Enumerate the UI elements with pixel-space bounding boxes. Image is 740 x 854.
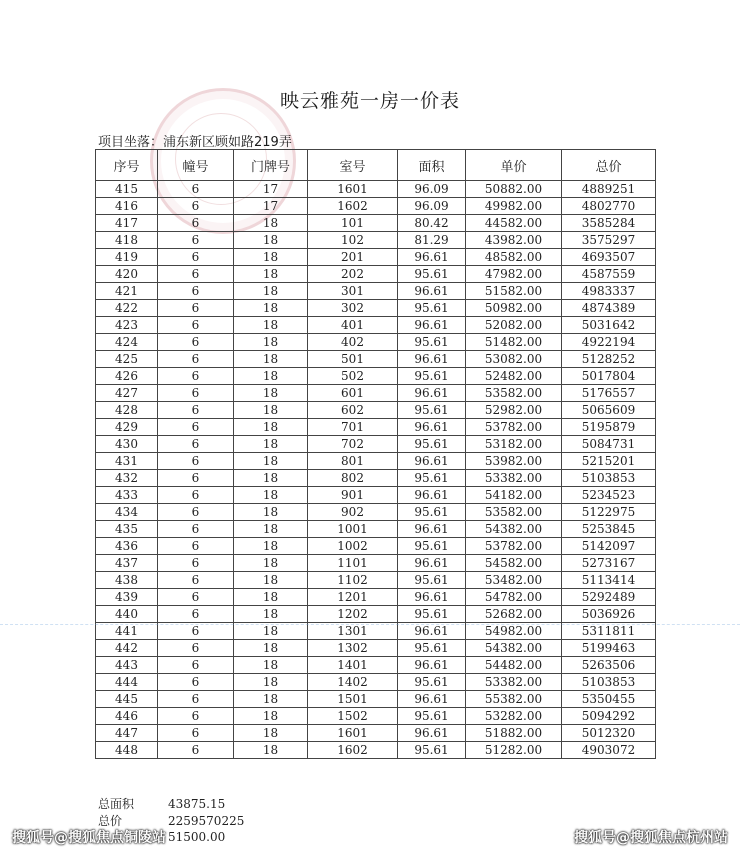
cell-total-price: 4922194 (562, 334, 656, 351)
cell-total-price: 5311811 (562, 623, 656, 640)
cell-unit-price: 53282.00 (466, 708, 562, 725)
cell-total-price: 5017804 (562, 368, 656, 385)
cell-room: 1401 (308, 657, 398, 674)
cell-door-number: 18 (234, 538, 308, 555)
cell-building: 6 (158, 453, 234, 470)
cell-building: 6 (158, 181, 234, 198)
table-row (96, 623, 656, 640)
cell-door-number: 18 (234, 283, 308, 300)
cell-door-number: 18 (234, 385, 308, 402)
cell-serial: 419 (96, 249, 158, 266)
cell-area: 95.61 (398, 606, 466, 623)
cell-unit-price: 53482.00 (466, 572, 562, 589)
cell-building: 6 (158, 674, 234, 691)
cell-room: 1301 (308, 623, 398, 640)
table-row (96, 334, 656, 351)
table-row (96, 317, 656, 334)
cell-unit-price: 54382.00 (466, 521, 562, 538)
cell-door-number: 18 (234, 640, 308, 657)
table-row (96, 453, 656, 470)
page-title: 映云雅苑一房一价表 (279, 90, 460, 112)
cell-serial: 423 (96, 317, 158, 334)
cell-unit-price: 55382.00 (466, 691, 562, 708)
cell-serial: 448 (96, 742, 158, 759)
cell-area: 95.61 (398, 674, 466, 691)
cell-building: 6 (158, 215, 234, 232)
cell-unit-price: 53782.00 (466, 419, 562, 436)
cell-area: 96.09 (398, 181, 466, 198)
cell-serial: 439 (96, 589, 158, 606)
cell-room: 202 (308, 266, 398, 283)
table-row (96, 368, 656, 385)
cell-room: 601 (308, 385, 398, 402)
cell-serial: 424 (96, 334, 158, 351)
cell-door-number: 18 (234, 266, 308, 283)
cell-total-price: 3575297 (562, 232, 656, 249)
cell-room: 502 (308, 368, 398, 385)
cell-unit-price: 53582.00 (466, 504, 562, 521)
cell-area: 95.61 (398, 334, 466, 351)
cell-building: 6 (158, 623, 234, 640)
cell-door-number: 18 (234, 657, 308, 674)
cell-room: 1502 (308, 708, 398, 725)
cell-door-number: 18 (234, 742, 308, 759)
cell-room: 302 (308, 300, 398, 317)
header-area: 面积 (398, 150, 466, 181)
cell-serial: 435 (96, 521, 158, 538)
cell-area: 95.61 (398, 300, 466, 317)
cell-area: 96.61 (398, 385, 466, 402)
cell-room: 1102 (308, 572, 398, 589)
summary-total-label: 总价 (98, 813, 123, 828)
table-header-row (96, 150, 656, 181)
cell-door-number: 18 (234, 504, 308, 521)
cell-room: 1602 (308, 198, 398, 215)
cell-unit-price: 53382.00 (466, 674, 562, 691)
cell-room: 802 (308, 470, 398, 487)
cell-unit-price: 43982.00 (466, 232, 562, 249)
cell-door-number: 18 (234, 419, 308, 436)
cell-building: 6 (158, 385, 234, 402)
table-row (96, 232, 656, 249)
cell-area: 96.61 (398, 487, 466, 504)
table-row (96, 674, 656, 691)
header-serial: 序号 (96, 150, 158, 181)
header-building: 幢号 (158, 150, 234, 181)
cell-total-price: 5031642 (562, 317, 656, 334)
cell-total-price: 4693507 (562, 249, 656, 266)
cell-room: 301 (308, 283, 398, 300)
cell-area: 96.61 (398, 317, 466, 334)
cell-unit-price: 53082.00 (466, 351, 562, 368)
cell-unit-price: 49982.00 (466, 198, 562, 215)
cell-total-price: 5084731 (562, 436, 656, 453)
header-unit-price: 单价 (466, 150, 562, 181)
table-row (96, 266, 656, 283)
cell-total-price: 5234523 (562, 487, 656, 504)
watermark-left: 搜狐号@搜狐焦点铜陵站 (12, 830, 166, 846)
cell-building: 6 (158, 368, 234, 385)
cell-serial: 426 (96, 368, 158, 385)
cell-area: 96.61 (398, 589, 466, 606)
scan-artifact-line (0, 624, 740, 625)
cell-building: 6 (158, 742, 234, 759)
cell-room: 1601 (308, 181, 398, 198)
cell-unit-price: 51582.00 (466, 283, 562, 300)
summary-area-label: 总面积 (98, 797, 135, 811)
table-row (96, 555, 656, 572)
cell-serial: 415 (96, 181, 158, 198)
cell-room: 702 (308, 436, 398, 453)
cell-door-number: 17 (234, 181, 308, 198)
cell-room: 1601 (308, 725, 398, 742)
cell-total-price: 5122975 (562, 504, 656, 521)
table-row (96, 606, 656, 623)
cell-unit-price: 47982.00 (466, 266, 562, 283)
cell-room: 102 (308, 232, 398, 249)
cell-unit-price: 53782.00 (466, 538, 562, 555)
cell-building: 6 (158, 283, 234, 300)
cell-door-number: 18 (234, 487, 308, 504)
cell-unit-price: 51482.00 (466, 334, 562, 351)
cell-unit-price: 53982.00 (466, 453, 562, 470)
cell-total-price: 4903072 (562, 742, 656, 759)
cell-area: 95.61 (398, 742, 466, 759)
header-door-number: 门牌号 (234, 150, 308, 181)
summary-row-area (98, 796, 244, 813)
cell-door-number: 18 (234, 691, 308, 708)
cell-area: 96.61 (398, 283, 466, 300)
cell-building: 6 (158, 198, 234, 215)
cell-area: 95.61 (398, 572, 466, 589)
cell-total-price: 5350455 (562, 691, 656, 708)
cell-building: 6 (158, 555, 234, 572)
table-row (96, 589, 656, 606)
cell-building: 6 (158, 521, 234, 538)
cell-serial: 427 (96, 385, 158, 402)
cell-room: 701 (308, 419, 398, 436)
cell-serial: 420 (96, 266, 158, 283)
cell-area: 96.61 (398, 249, 466, 266)
table-row (96, 691, 656, 708)
cell-building: 6 (158, 487, 234, 504)
cell-area: 95.61 (398, 708, 466, 725)
cell-total-price: 5263506 (562, 657, 656, 674)
cell-room: 1001 (308, 521, 398, 538)
cell-serial: 442 (96, 640, 158, 657)
cell-total-price: 5273167 (562, 555, 656, 572)
table-row (96, 419, 656, 436)
cell-total-price: 5195879 (562, 419, 656, 436)
cell-area: 95.61 (398, 368, 466, 385)
cell-area: 96.61 (398, 623, 466, 640)
cell-door-number: 18 (234, 708, 308, 725)
cell-door-number: 18 (234, 521, 308, 538)
cell-total-price: 5113414 (562, 572, 656, 589)
cell-unit-price: 52082.00 (466, 317, 562, 334)
cell-total-price: 5103853 (562, 674, 656, 691)
cell-serial: 447 (96, 725, 158, 742)
cell-building: 6 (158, 708, 234, 725)
summary-total-value: 2259570225 (168, 813, 245, 828)
cell-total-price: 5199463 (562, 640, 656, 657)
cell-unit-price: 50982.00 (466, 300, 562, 317)
cell-unit-price: 52982.00 (466, 402, 562, 419)
cell-total-price: 5128252 (562, 351, 656, 368)
cell-door-number: 18 (234, 470, 308, 487)
cell-serial: 417 (96, 215, 158, 232)
table-row (96, 249, 656, 266)
cell-serial: 425 (96, 351, 158, 368)
cell-area: 96.61 (398, 555, 466, 572)
table-row (96, 657, 656, 674)
table-row (96, 538, 656, 555)
table-row (96, 470, 656, 487)
table-row (96, 402, 656, 419)
cell-door-number: 18 (234, 249, 308, 266)
cell-room: 1602 (308, 742, 398, 759)
cell-room: 902 (308, 504, 398, 521)
table-row (96, 436, 656, 453)
cell-area: 80.42 (398, 215, 466, 232)
table-row (96, 300, 656, 317)
cell-serial: 432 (96, 470, 158, 487)
cell-area: 96.61 (398, 725, 466, 742)
cell-door-number: 18 (234, 725, 308, 742)
table-row (96, 504, 656, 521)
cell-door-number: 18 (234, 334, 308, 351)
cell-unit-price: 50882.00 (466, 181, 562, 198)
cell-room: 1402 (308, 674, 398, 691)
cell-unit-price: 54482.00 (466, 657, 562, 674)
cell-door-number: 18 (234, 300, 308, 317)
cell-door-number: 18 (234, 232, 308, 249)
cell-room: 1501 (308, 691, 398, 708)
cell-room: 1202 (308, 606, 398, 623)
cell-door-number: 18 (234, 351, 308, 368)
table-row (96, 572, 656, 589)
cell-unit-price: 52682.00 (466, 606, 562, 623)
cell-unit-price: 51882.00 (466, 725, 562, 742)
cell-building: 6 (158, 419, 234, 436)
cell-room: 501 (308, 351, 398, 368)
cell-area: 95.61 (398, 504, 466, 521)
table-row (96, 351, 656, 368)
cell-building: 6 (158, 266, 234, 283)
cell-serial: 418 (96, 232, 158, 249)
cell-serial: 422 (96, 300, 158, 317)
cell-serial: 434 (96, 504, 158, 521)
cell-area: 95.61 (398, 470, 466, 487)
cell-door-number: 18 (234, 402, 308, 419)
project-location: 项目坐落：浦东新区顾如路219弄 (98, 135, 292, 150)
cell-area: 96.61 (398, 521, 466, 538)
cell-total-price: 4983337 (562, 283, 656, 300)
cell-unit-price: 54182.00 (466, 487, 562, 504)
table-row (96, 708, 656, 725)
cell-total-price: 5094292 (562, 708, 656, 725)
cell-building: 6 (158, 470, 234, 487)
cell-total-price: 5036926 (562, 606, 656, 623)
cell-room: 1201 (308, 589, 398, 606)
cell-door-number: 18 (234, 317, 308, 334)
cell-total-price: 5253845 (562, 521, 656, 538)
cell-serial: 440 (96, 606, 158, 623)
cell-building: 6 (158, 606, 234, 623)
cell-door-number: 17 (234, 198, 308, 215)
cell-total-price: 5176557 (562, 385, 656, 402)
cell-building: 6 (158, 317, 234, 334)
cell-unit-price: 44582.00 (466, 215, 562, 232)
cell-building: 6 (158, 436, 234, 453)
cell-unit-price: 54982.00 (466, 623, 562, 640)
cell-building: 6 (158, 232, 234, 249)
table-row (96, 640, 656, 657)
cell-door-number: 18 (234, 674, 308, 691)
header-total-price: 总价 (562, 150, 656, 181)
table-row (96, 215, 656, 232)
cell-building: 6 (158, 334, 234, 351)
cell-unit-price: 48582.00 (466, 249, 562, 266)
cell-serial: 445 (96, 691, 158, 708)
cell-area: 95.61 (398, 266, 466, 283)
cell-unit-price: 53182.00 (466, 436, 562, 453)
cell-serial: 443 (96, 657, 158, 674)
cell-serial: 421 (96, 283, 158, 300)
table-row (96, 283, 656, 300)
cell-door-number: 18 (234, 606, 308, 623)
summary-average-value: 51500.00 (168, 830, 226, 844)
cell-unit-price: 51282.00 (466, 742, 562, 759)
cell-room: 101 (308, 215, 398, 232)
cell-room: 1002 (308, 538, 398, 555)
table-row (96, 742, 656, 759)
cell-total-price: 5012320 (562, 725, 656, 742)
header-room: 室号 (308, 150, 398, 181)
cell-unit-price: 53582.00 (466, 385, 562, 402)
cell-room: 1302 (308, 640, 398, 657)
table-row (96, 521, 656, 538)
cell-room: 901 (308, 487, 398, 504)
cell-door-number: 18 (234, 215, 308, 232)
cell-room: 402 (308, 334, 398, 351)
cell-building: 6 (158, 691, 234, 708)
cell-total-price: 5065609 (562, 402, 656, 419)
cell-building: 6 (158, 640, 234, 657)
cell-unit-price: 54382.00 (466, 640, 562, 657)
cell-building: 6 (158, 538, 234, 555)
cell-room: 602 (308, 402, 398, 419)
cell-unit-price: 53382.00 (466, 470, 562, 487)
cell-total-price: 4587559 (562, 266, 656, 283)
cell-unit-price: 54582.00 (466, 555, 562, 572)
cell-serial: 437 (96, 555, 158, 572)
cell-door-number: 18 (234, 589, 308, 606)
cell-serial: 416 (96, 198, 158, 215)
cell-serial: 430 (96, 436, 158, 453)
cell-area: 81.29 (398, 232, 466, 249)
cell-area: 95.61 (398, 640, 466, 657)
cell-total-price: 5103853 (562, 470, 656, 487)
cell-serial: 429 (96, 419, 158, 436)
cell-serial: 446 (96, 708, 158, 725)
cell-total-price: 4874389 (562, 300, 656, 317)
table-row (96, 487, 656, 504)
cell-area: 96.61 (398, 453, 466, 470)
cell-room: 201 (308, 249, 398, 266)
table-row (96, 725, 656, 742)
cell-door-number: 18 (234, 623, 308, 640)
table-row (96, 181, 656, 198)
watermark-right: 搜狐号@搜狐焦点杭州站 (574, 830, 728, 846)
cell-room: 801 (308, 453, 398, 470)
table-body (96, 181, 656, 759)
cell-area: 96.61 (398, 419, 466, 436)
cell-area: 96.61 (398, 351, 466, 368)
cell-area: 96.61 (398, 691, 466, 708)
table-row (96, 385, 656, 402)
cell-building: 6 (158, 402, 234, 419)
cell-total-price: 5215201 (562, 453, 656, 470)
cell-serial: 431 (96, 453, 158, 470)
cell-area: 96.61 (398, 657, 466, 674)
cell-building: 6 (158, 351, 234, 368)
cell-building: 6 (158, 572, 234, 589)
cell-room: 1101 (308, 555, 398, 572)
cell-building: 6 (158, 725, 234, 742)
table-row (96, 198, 656, 215)
cell-serial: 428 (96, 402, 158, 419)
cell-total-price: 4889251 (562, 181, 656, 198)
cell-door-number: 18 (234, 436, 308, 453)
cell-building: 6 (158, 504, 234, 521)
cell-building: 6 (158, 249, 234, 266)
cell-area: 96.09 (398, 198, 466, 215)
cell-area: 95.61 (398, 436, 466, 453)
cell-building: 6 (158, 300, 234, 317)
cell-unit-price: 52482.00 (466, 368, 562, 385)
cell-building: 6 (158, 589, 234, 606)
cell-door-number: 18 (234, 572, 308, 589)
cell-serial: 438 (96, 572, 158, 589)
cell-door-number: 18 (234, 453, 308, 470)
summary-area-value: 43875.15 (168, 797, 226, 811)
cell-area: 95.61 (398, 402, 466, 419)
cell-total-price: 3585284 (562, 215, 656, 232)
cell-serial: 441 (96, 623, 158, 640)
cell-door-number: 18 (234, 555, 308, 572)
cell-room: 401 (308, 317, 398, 334)
cell-unit-price: 54782.00 (466, 589, 562, 606)
cell-serial: 433 (96, 487, 158, 504)
price-table (95, 149, 656, 759)
cell-area: 95.61 (398, 538, 466, 555)
cell-total-price: 4802770 (562, 198, 656, 215)
cell-door-number: 18 (234, 368, 308, 385)
cell-serial: 436 (96, 538, 158, 555)
cell-total-price: 5142097 (562, 538, 656, 555)
cell-building: 6 (158, 657, 234, 674)
cell-serial: 444 (96, 674, 158, 691)
cell-total-price: 5292489 (562, 589, 656, 606)
